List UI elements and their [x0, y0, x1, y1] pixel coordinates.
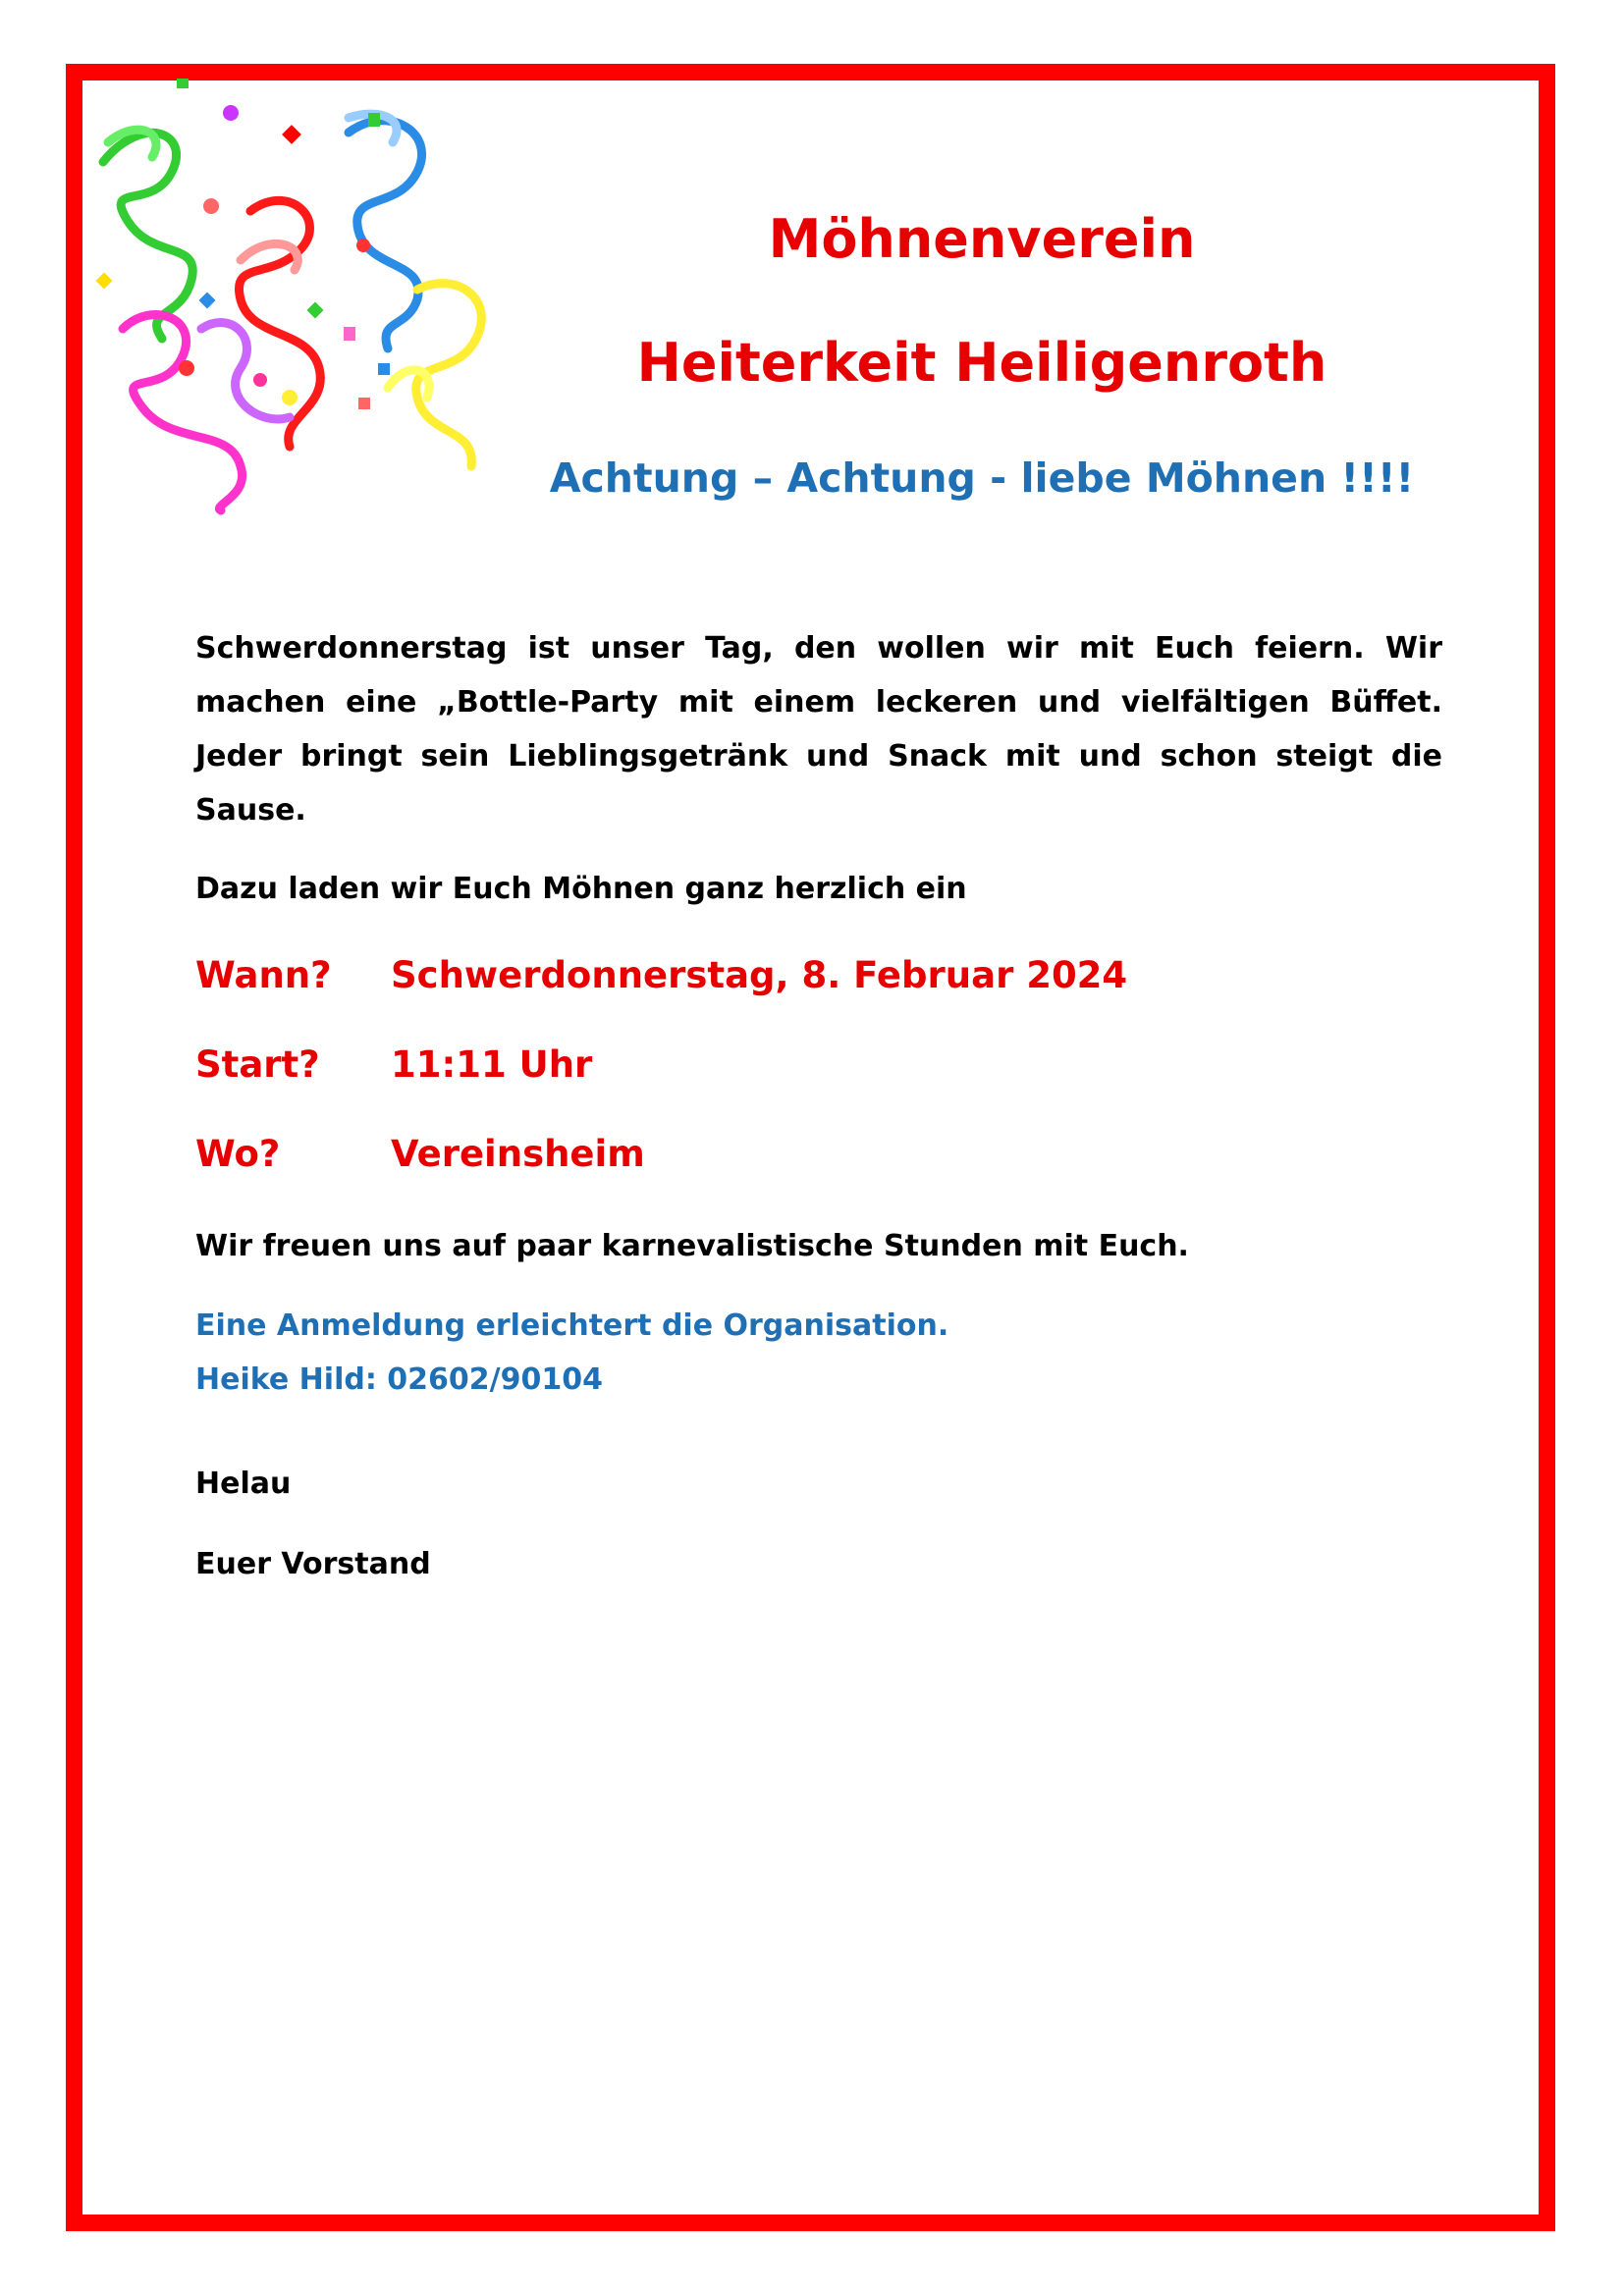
greeting: Helau [195, 1467, 292, 1501]
detail-value: Schwerdonnerstag, 8. Februar 2024 [391, 954, 1128, 996]
signup-note: Eine Anmeldung erleichtert die Organisation. [195, 1308, 949, 1343]
detail-start [195, 1041, 1442, 1130]
club-name-line2: Heiterkeit Heiligenroth [636, 332, 1327, 394]
detail-label: Wann? [195, 954, 332, 996]
attention-subtitle: Achtung – Achtung - liebe Möhnen !!!! [549, 454, 1415, 502]
signature: Euer Vorstand [195, 1547, 431, 1581]
detail-label: Wo? [195, 1133, 281, 1175]
detail-label: Start? [195, 1043, 320, 1086]
detail-value: Vereinsheim [391, 1133, 645, 1175]
contact-phone: Heike Hild: 02602/90104 [195, 1362, 603, 1397]
club-name-line1: Möhnenverein [768, 208, 1196, 270]
detail-value: 11:11 Uhr [391, 1043, 593, 1086]
intro-paragraph: Schwerdonnerstag ist unser Tag, den wollen wir mit Euch feiern. Wir machen eine „Bottle-Party mit einem leckeren und vielfältigen Büffet. Jeder bringt sein Lieblingsgetränk und Snack mit und schon steigt die Sause. [195, 631, 1442, 828]
confetti-streamers-icon [83, 74, 515, 515]
detail-where [195, 1130, 1442, 1219]
detail-when [195, 951, 1442, 1041]
invitation-body [195, 621, 1442, 1591]
closing-sentence: Wir freuen uns auf paar karnevalistische Stunden mit Euch. [195, 1229, 1189, 1263]
invite-line: Dazu laden wir Euch Möhnen ganz herzlich ein [195, 872, 967, 906]
